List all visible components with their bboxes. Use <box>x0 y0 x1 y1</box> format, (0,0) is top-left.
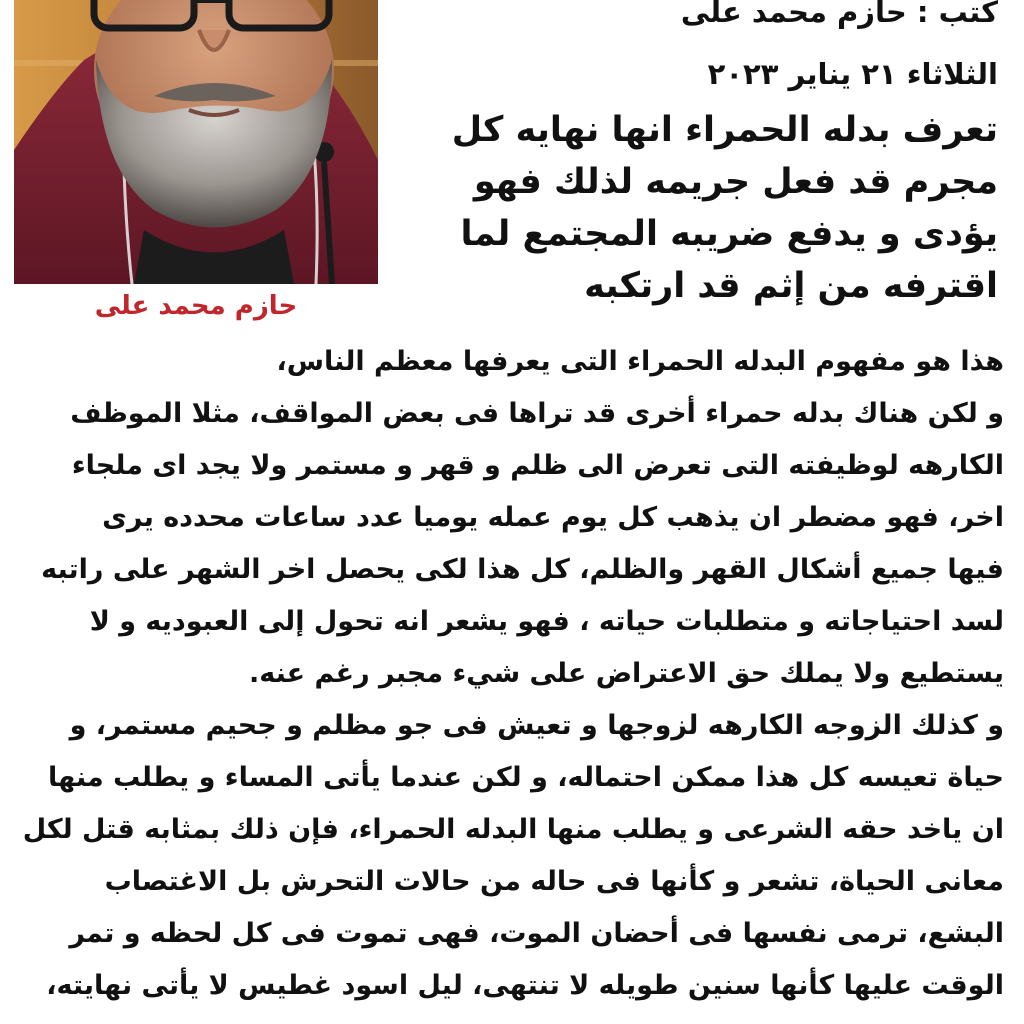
author-byline: كتب : حازم محمد على <box>680 0 998 29</box>
body-line: ان ياخد حقه الشرعى و يطلب منها البدله الحمراء، فإن ذلك بمثابه قتل لكل <box>22 814 1004 845</box>
headline-line: تعرف بدله الحمراء انها نهايه كل <box>451 110 998 150</box>
publish-date: الثلاثاء ٢١ يناير ٢٠٢٣ <box>707 57 998 91</box>
article-body <box>18 336 1004 1012</box>
body-line: البشع، ترمى نفسها فى أحضان الموت، فهى تموت فى كل لحظه و تمر <box>69 918 1004 949</box>
author-portrait <box>14 0 378 284</box>
article-headline <box>398 104 998 312</box>
body-line: حياة تعيسه كل هذا ممكن احتماله، و لكن عندما يأتى المساء و يطلب منها <box>48 762 1004 793</box>
body-line: هذا هو مفهوم البدله الحمراء التى يعرفها معظم الناس، <box>276 346 1004 377</box>
headline-line: اقترفه من إثم قد ارتكبه <box>584 266 998 306</box>
body-line: لسد احتياجاته و متطلبات حياته ، فهو يشعر انه تحول إلى العبوديه و لا <box>89 606 1004 637</box>
body-line: اخر، فهو مضطر ان يذهب كل يوم عمله يوميا عدد ساعات محدده يرى <box>102 502 1004 533</box>
body-line: معانى الحياة، تشعر و كأنها فى حاله من حالات التحرش بل الاغتصاب <box>104 866 1004 897</box>
headline-line: مجرم قد فعل جريمه لذلك فهو <box>473 162 998 202</box>
body-line: و لكن هناك بدله حمراء أخرى قد تراها فى بعض المواقف، مثلا الموظف <box>70 398 1004 429</box>
body-line: فيها جميع أشكال القهر والظلم، كل هذا لكى يحصل اخر الشهر على راتبه <box>41 554 1004 585</box>
headline-line: يؤدى و يدفع ضريبه المجتمع لما <box>460 214 998 254</box>
body-line: الكارهه لوظيفته التى تعرض الى ظلم و قهر و مستمر ولا يجد اى ملجاء <box>71 450 1004 481</box>
portrait-caption: حازم محمد على <box>94 291 298 321</box>
body-line: و كذلك الزوجه الكارهه لزوجها و تعيش فى جو مظلم و جحيم مستمر، و <box>69 710 1004 741</box>
body-line: الوقت عليها كأنها سنين طويله لا تنتهى، ليل اسود غطيس لا يأتى نهايته، <box>46 970 1004 1001</box>
author-portrait-photo-icon <box>14 0 378 284</box>
body-line: يستطيع ولا يملك حق الاعتراض على شيء مجبر رغم عنه. <box>249 658 1004 689</box>
